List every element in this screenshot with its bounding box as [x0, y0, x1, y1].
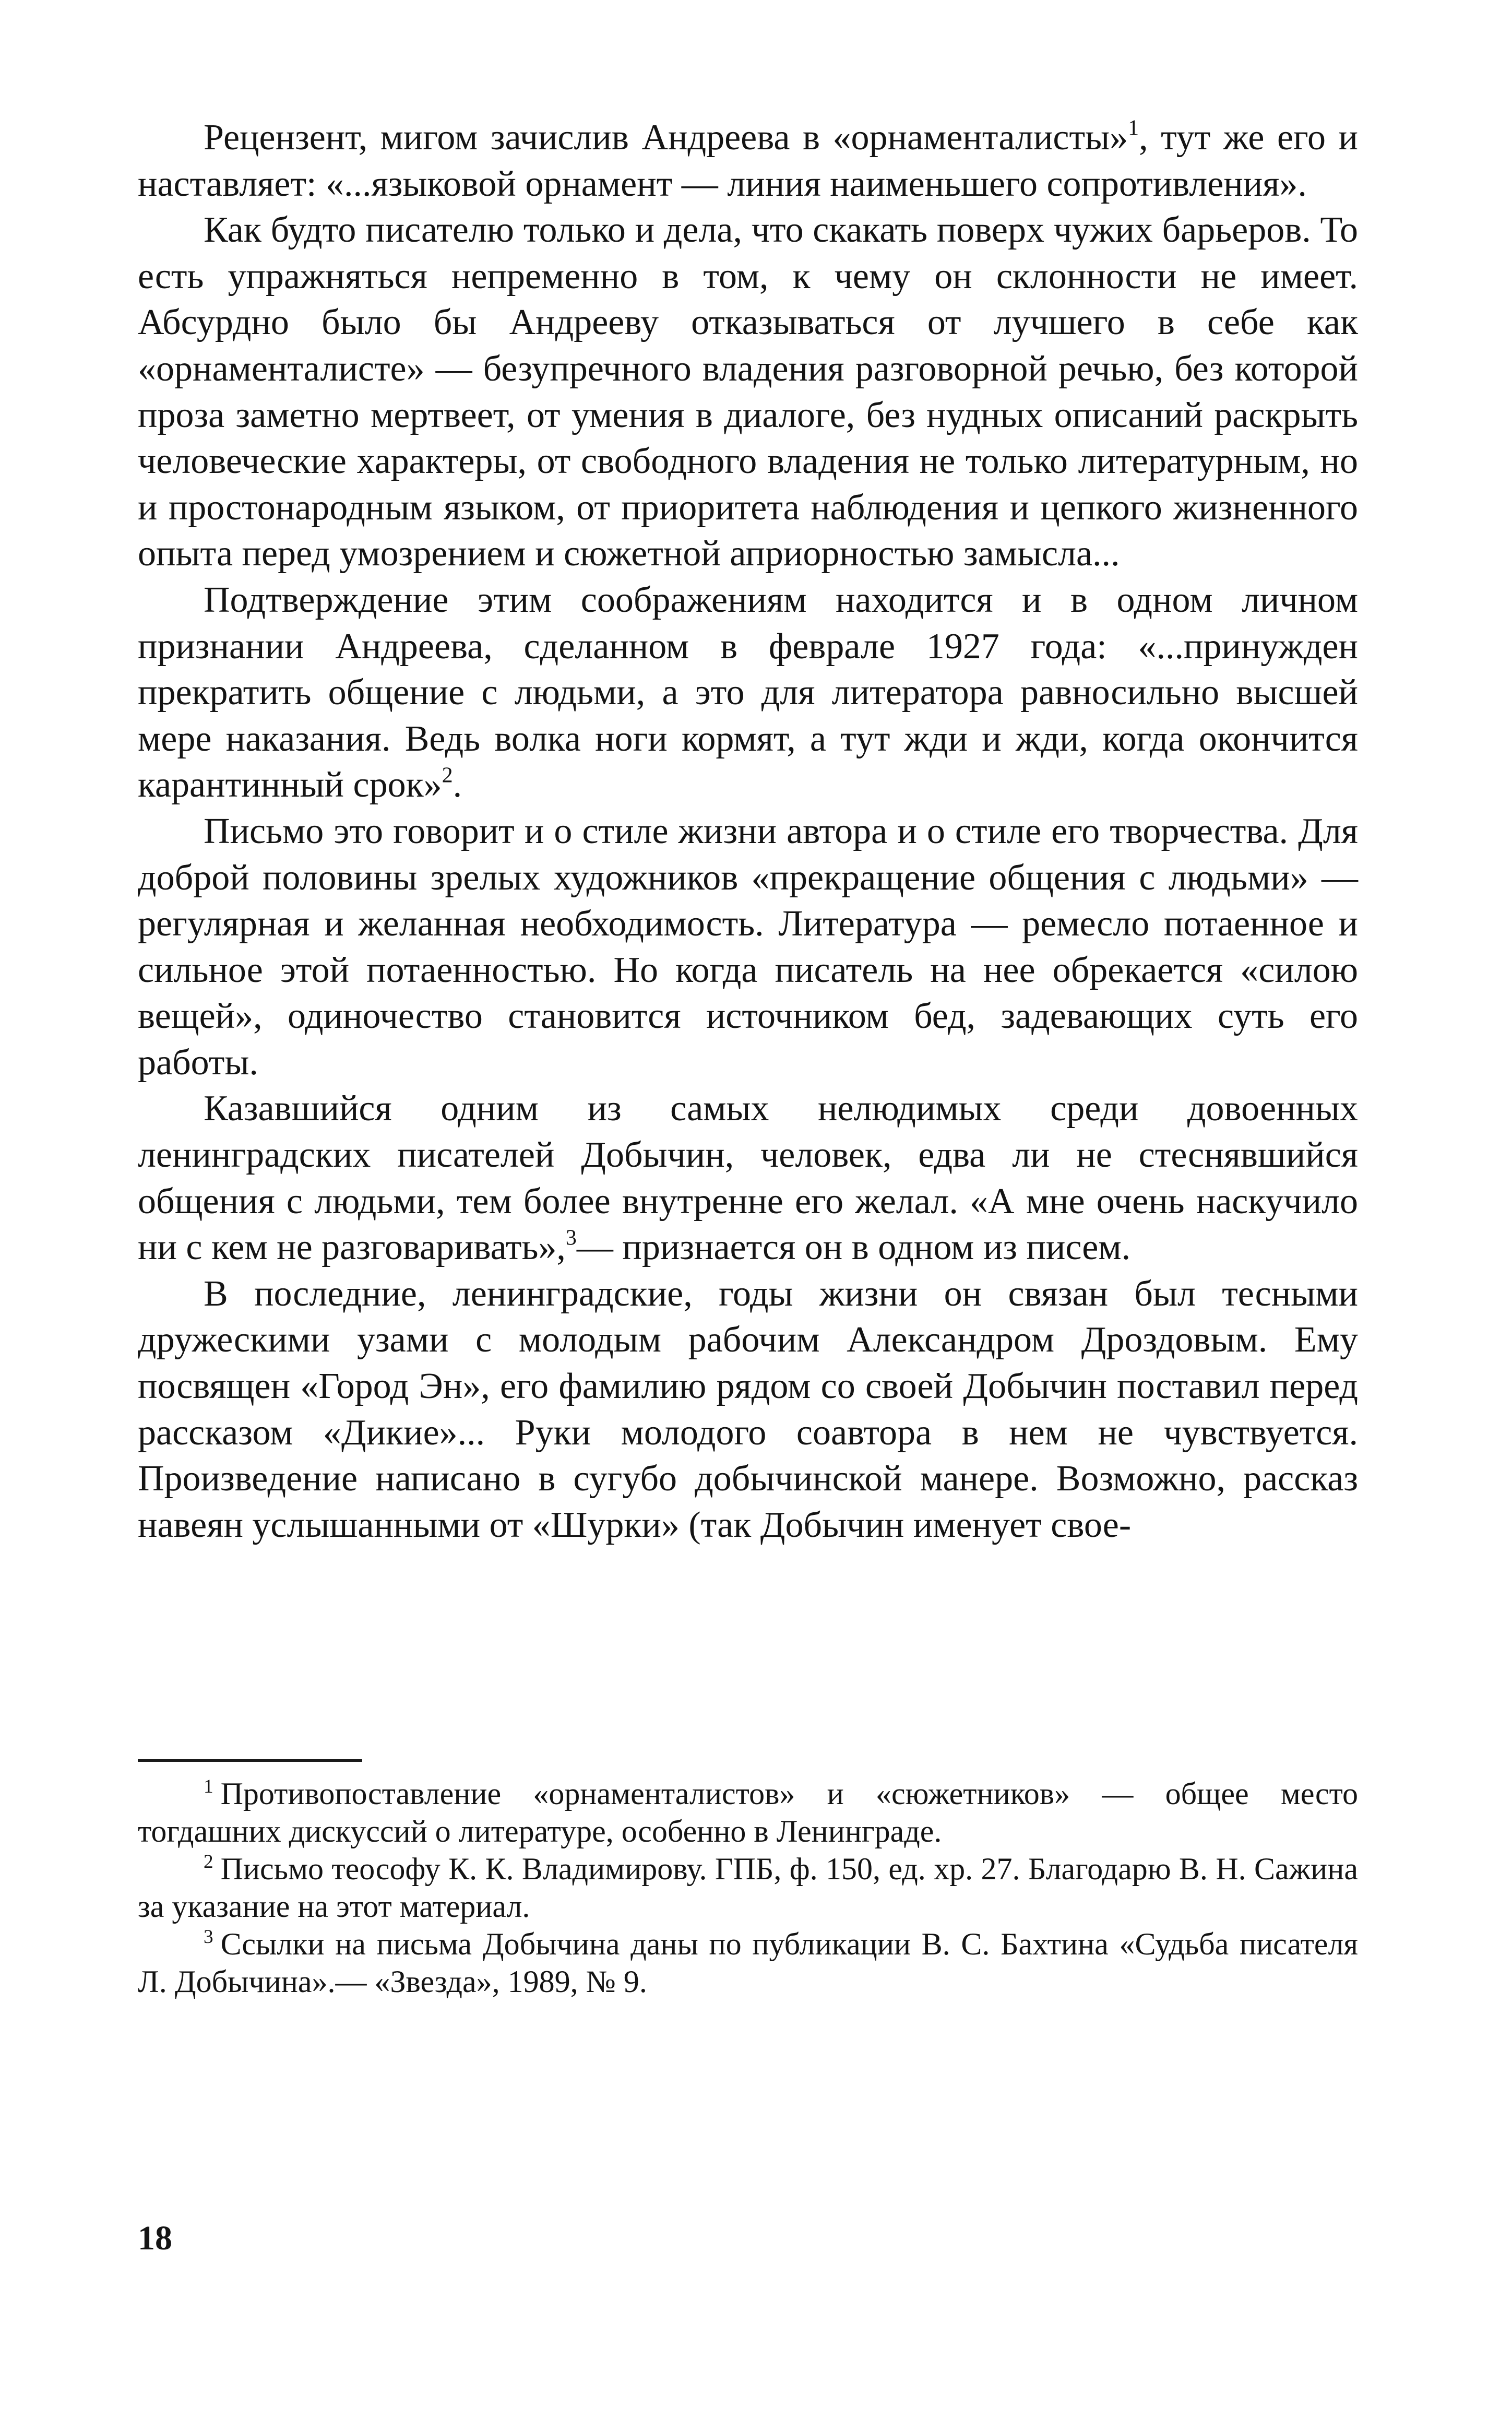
footnote-ref-3: 3	[565, 1226, 577, 1250]
footnote-mark: 3	[204, 1926, 213, 1948]
footnote-text: Противопоставление «орнаменталистов» и «сюжетников» — общее место тогдашних дискуссий о литературе, особенно в Ленинграде.	[138, 1776, 1358, 1848]
footnote-2	[138, 1850, 1358, 1925]
footnote-text: Письмо теософу К. К. Владимирову. ГПБ, ф. 150, ед. хр. 27. Благодарю В. Н. Сажина за указание на этот материал.	[138, 1852, 1358, 1924]
footnote-separator	[138, 1759, 362, 1762]
footnote-mark: 2	[204, 1851, 213, 1872]
paragraph-4: Письмо это говорит и о стиле жизни автора и о стиле его творчества. Для доброй половины зрелых художников «прекращение общения с людьми» — регулярная и желанная необходимость. Литература — ремесло потаенное и сильное этой потаенностью. Но когда писатель на нее обрекается «силою вещей», одиночество становится источником бед, задевающих суть его работы.	[138, 811, 1358, 1083]
footnotes	[138, 1775, 1358, 2000]
footnote-1	[138, 1775, 1358, 1850]
page-number: 18	[138, 2219, 172, 2257]
footnote-3	[138, 1925, 1358, 2000]
paragraph-5: Казавшийся одним из самых нелюдимых среди довоенных ленинградских писателей Добычин, человек, едва ли не стеснявшийся общения с людьми, тем более внутренне его желал. «А мне очень наскучило ни с кем не разговаривать»,$^3$— признается он в одном из писем.	[138, 1088, 1358, 1268]
paragraph-1: Рецензент, мигом зачислив Андреева в «орнаменталисты»$^1$, тут же его и наставляет: «...языковой орнамент — линия наименьшего сопротивления».	[138, 116, 1358, 204]
main-text	[138, 115, 1358, 1548]
footnote-ref-2: 2	[442, 764, 453, 788]
paragraph-6: В последние, ленинградские, годы жизни он связан был тесными дружескими узами с молодым рабочим Александром Дроздовым. Ему посвящен «Город Эн», его фамилию рядом со своей Добычин поставил перед рассказом «Дикие»... Руки молодого соавтора в нем не чувствуется. Произведение написано в сугубо добычинской манере. Возможно, рассказ навеян услышанными от «Шурки» (так Добычин именует свое-	[138, 1273, 1358, 1545]
footnote-ref-1: 1	[1128, 116, 1139, 140]
paragraph-2: Как будто писателю только и дела, что скакать поверх чужих барьеров. То есть упражняться непременно в том, к чему он склонности не имеет. Абсурдно было бы Андрееву отказываться от лучшего в себе как «орнаменталисте» — безупречного владения разговорной речью, без которой проза заметно мертвеет, от умения в диалоге, без нудных описаний раскрыть человеческие характеры, от свободного владения не только литературным, но и простонародным языком, от приоритета наблюдения и цепкого жизненного опыта перед умозрением и сюжетной априорностью замысла...	[138, 210, 1358, 574]
footnote-mark: 1	[204, 1775, 213, 1797]
footnote-text: Ссылки на письма Добычина даны по публикации В. С. Бахтина «Судьба писателя Л. Добычина».— «Звезда», 1989, № 9.	[138, 1927, 1358, 1999]
paragraph-3: Подтверждение этим соображениям находится и в одном личном признании Андреева, сделанном в феврале 1927 года: «...принужден прекратить общение с людьми, а это для литератора равносильно высшей мере наказания. Ведь волка ноги кормят, а тут жди и жди, когда окончится карантинный срок»$^2$.	[138, 579, 1358, 805]
